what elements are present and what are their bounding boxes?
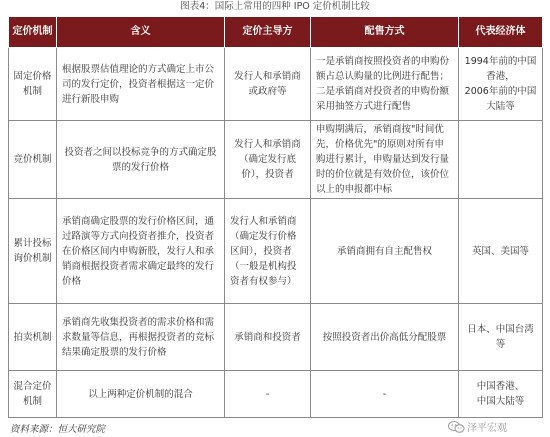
cell-allotment: 按照投资者出价高低分配股票 bbox=[311, 304, 459, 371]
header-mechanism: 定价机制 bbox=[9, 17, 57, 48]
table-row bbox=[9, 304, 543, 371]
cell-mechanism: 固定价格机制 bbox=[9, 48, 57, 121]
cell-allotment: 一是承销商按照投资者的申购份额占总认购量的比例进行配售；二是承销商对投资者的申购份额采用抽签方式进行配售 bbox=[311, 48, 459, 121]
header-allotment: 配售方式 bbox=[311, 17, 459, 48]
cell-economies: 日本、中国台湾等 bbox=[459, 304, 543, 371]
header-pricer: 定价主导方 bbox=[225, 17, 311, 48]
ipo-pricing-table bbox=[8, 16, 543, 418]
cell-meaning: 投资者之间以投标竞争的方式确定股票的发行价格 bbox=[57, 121, 225, 199]
cell-meaning: 承销商确定股票的发行价格区间，通过路演等方式向投资者推介，投资者在价格区间内申购新股，发行人和承销商根据投资者需求确定最终的发行价格 bbox=[57, 199, 225, 304]
cell-allotment: 承销商拥有自主配售权 bbox=[311, 199, 459, 304]
table-row bbox=[9, 199, 543, 304]
cell-pricer: 发行人和承销商（确定发行价格区间），投资者（一般是机构投资者有权参与） bbox=[225, 199, 311, 304]
cell-meaning: 根据股票估值理论的方式确定上市公司的发行定价，投资者根据这一定价进行新股申购 bbox=[57, 48, 225, 121]
cell-meaning: 承销商先收集投资者的需求价格和需求数量等信息，再根据投资者的竞标结果确定股票的发行价格 bbox=[57, 304, 225, 371]
header-economies: 代表经济体 bbox=[459, 17, 543, 48]
cell-meaning: 以上两种定价机制的混合 bbox=[57, 371, 225, 418]
cell-economies: 英国、美国等 bbox=[459, 199, 543, 304]
cell-allotment: - bbox=[311, 371, 459, 418]
cell-economies: 1994年前的中国香港， 2006年前的中国大陆等 bbox=[459, 48, 543, 121]
cell-mechanism: 拍卖机制 bbox=[9, 304, 57, 371]
cell-allotment: 申购期满后，承销商按"时间优先，价格优先"的原则对所有申购进行累计，申购量达到发行量时的价位就是有效价位，该价位以上的申报都中标 bbox=[311, 121, 459, 199]
cell-economies bbox=[459, 121, 543, 199]
table-row bbox=[9, 121, 543, 199]
figure-title: 图表4：国际上常用的四种 IPO 定价机制比较 bbox=[180, 1, 370, 12]
table-row bbox=[9, 371, 543, 418]
cell-mechanism: 混合定价机制 bbox=[9, 371, 57, 418]
cell-mechanism: 累计投标询价机制 bbox=[9, 199, 57, 304]
cell-pricer: - bbox=[225, 371, 311, 418]
table-row bbox=[9, 48, 543, 121]
cell-mechanism: 竞价机制 bbox=[9, 121, 57, 199]
brand-name: 泽平宏观 bbox=[467, 423, 507, 434]
table-header-row bbox=[9, 17, 543, 48]
brand-watermark bbox=[448, 419, 507, 434]
cell-pricer: 发行人和承销商或政府等 bbox=[225, 48, 311, 121]
wechat-icon bbox=[448, 421, 465, 433]
header-meaning: 含义 bbox=[57, 17, 225, 48]
cell-pricer: 发行人和承销商（确定发行底价），投资者 bbox=[225, 121, 311, 199]
cell-economies: 中国香港、 中国大陆等 bbox=[459, 371, 543, 418]
cell-pricer: 承销商和投资者 bbox=[225, 304, 311, 371]
source-note: 资料来源：恒大研究院 bbox=[10, 424, 106, 435]
